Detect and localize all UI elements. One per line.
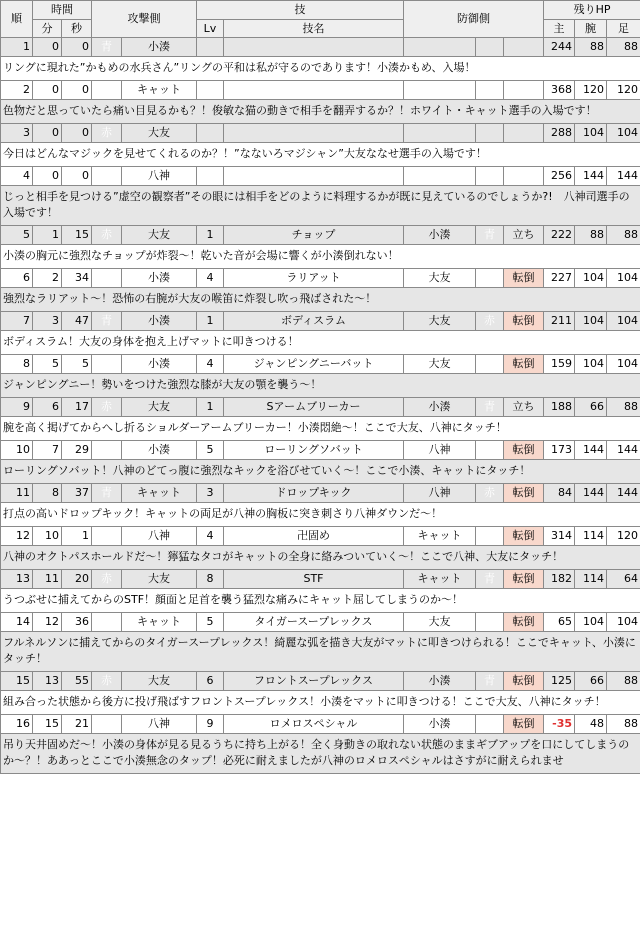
header-order: 順 bbox=[1, 1, 33, 38]
defender-team-badge: 赤 bbox=[476, 484, 504, 503]
hp-leg: 104 bbox=[607, 355, 640, 374]
attacker-team-badge: 赤 bbox=[92, 527, 122, 546]
move-level: 4 bbox=[197, 355, 224, 374]
order-cell: 15 bbox=[1, 672, 33, 691]
defender-state: 転倒 bbox=[504, 527, 544, 546]
hp-arm: 144 bbox=[575, 441, 607, 460]
defender-state: 転倒 bbox=[504, 484, 544, 503]
attacker-name: 八神 bbox=[122, 715, 197, 734]
commentary-text: 強烈なラリアット～！恐怖の右腕が大友の喉笛に炸裂し吹っ飛ばされた～！ bbox=[1, 288, 640, 312]
attacker-team-badge: 赤 bbox=[92, 226, 122, 245]
attacker-name: 小湊 bbox=[122, 441, 197, 460]
commentary-row bbox=[1, 186, 640, 226]
hp-leg: 144 bbox=[607, 484, 640, 503]
min-cell: 0 bbox=[33, 81, 62, 100]
move-level: 4 bbox=[197, 527, 224, 546]
attacker-team-badge: 青 bbox=[92, 312, 122, 331]
sec-cell: 0 bbox=[62, 124, 92, 143]
attacker-team-badge: 赤 bbox=[92, 672, 122, 691]
defender-state: 立ち bbox=[504, 226, 544, 245]
order-cell: 14 bbox=[1, 613, 33, 632]
min-cell: 15 bbox=[33, 715, 62, 734]
defender-state: 転倒 bbox=[504, 570, 544, 589]
defender-state: 転倒 bbox=[504, 312, 544, 331]
attacker-team-badge: 赤 bbox=[92, 167, 122, 186]
attacker-team-badge: 青 bbox=[92, 613, 122, 632]
table-row bbox=[1, 613, 640, 632]
hp-arm: 48 bbox=[575, 715, 607, 734]
commentary-row bbox=[1, 589, 640, 613]
defender-name: キャット bbox=[404, 527, 476, 546]
move-name: ラリアット bbox=[224, 269, 404, 288]
hp-arm: 114 bbox=[575, 570, 607, 589]
defender-name bbox=[404, 124, 476, 143]
hp-leg: 144 bbox=[607, 441, 640, 460]
hp-main: 84 bbox=[544, 484, 575, 503]
min-cell: 0 bbox=[33, 38, 62, 57]
defender-state: 転倒 bbox=[504, 672, 544, 691]
commentary-text: ローリングソバット！八神のどてっ腹に強烈なキックを浴びせていく～！ここで小湊、キャットにタッチ！ bbox=[1, 460, 640, 484]
move-level: 6 bbox=[197, 672, 224, 691]
defender-state: 転倒 bbox=[504, 441, 544, 460]
defender-team-badge: 青 bbox=[476, 715, 504, 734]
hp-main: 182 bbox=[544, 570, 575, 589]
header-hp-main: 主 bbox=[544, 20, 575, 38]
move-name bbox=[224, 38, 404, 57]
hp-leg: 88 bbox=[607, 38, 640, 57]
move-level: 8 bbox=[197, 570, 224, 589]
defender-name: 大友 bbox=[404, 613, 476, 632]
move-level bbox=[197, 167, 224, 186]
table-row bbox=[1, 226, 640, 245]
hp-leg: 88 bbox=[607, 398, 640, 417]
attacker-team-badge: 青 bbox=[92, 81, 122, 100]
move-level bbox=[197, 38, 224, 57]
table-row bbox=[1, 715, 640, 734]
attacker-name: 八神 bbox=[122, 167, 197, 186]
commentary-text: 吊り天井固めだ～！小湊の身体が見る見るうちに持ち上がる！全く身動きの取れない状態のままギブアップを口にしてしまうのか～？！ああっとここで小湊無念のタップ！必死に耐えましたが八神のロメロスペシャルはさすがに耐えられませ bbox=[1, 734, 640, 774]
attacker-name: 小湊 bbox=[122, 38, 197, 57]
hp-leg: 104 bbox=[607, 312, 640, 331]
defender-team-badge: 赤 bbox=[476, 355, 504, 374]
defender-name: 大友 bbox=[404, 355, 476, 374]
order-cell: 6 bbox=[1, 269, 33, 288]
hp-main: 244 bbox=[544, 38, 575, 57]
defender-team-badge: 青 bbox=[476, 570, 504, 589]
defender-name: 小湊 bbox=[404, 715, 476, 734]
defender-name: 大友 bbox=[404, 312, 476, 331]
defender-name: 八神 bbox=[404, 484, 476, 503]
order-cell: 5 bbox=[1, 226, 33, 245]
hp-arm: 104 bbox=[575, 312, 607, 331]
hp-arm: 144 bbox=[575, 484, 607, 503]
move-level: 5 bbox=[197, 441, 224, 460]
commentary-row bbox=[1, 734, 640, 774]
hp-main: 288 bbox=[544, 124, 575, 143]
commentary-text: 小湊の胸元に強烈なチョップが炸裂～！乾いた音が会場に響くが小湊倒れない！ bbox=[1, 245, 640, 269]
defender-name: 大友 bbox=[404, 269, 476, 288]
order-cell: 10 bbox=[1, 441, 33, 460]
sec-cell: 5 bbox=[62, 355, 92, 374]
commentary-text: うつぶせに捕えてからのSTF！顔面と足首を襲う猛烈な痛みにキャット屈してしまうのか～！ bbox=[1, 589, 640, 613]
commentary-text: フルネルソンに捕えてからのタイガースープレックス！綺麗な弧を描き大友がマットに叩きつけられる！ここでキャット、小湊にタッチ！ bbox=[1, 632, 640, 672]
min-cell: 3 bbox=[33, 312, 62, 331]
table-row bbox=[1, 570, 640, 589]
hp-leg: 88 bbox=[607, 715, 640, 734]
move-name bbox=[224, 167, 404, 186]
header-move: 技 bbox=[197, 1, 404, 20]
defender-name bbox=[404, 167, 476, 186]
order-cell: 9 bbox=[1, 398, 33, 417]
hp-arm: 120 bbox=[575, 81, 607, 100]
defender-state: 転倒 bbox=[504, 613, 544, 632]
commentary-text: 今日はどんなマジックを見せてくれるのか？！”なないろマジシャン”大友ななせ選手の入場です！ bbox=[1, 143, 640, 167]
commentary-text: ジャンピングニー！勢いをつけた強烈な膝が大友の顎を襲う～！ bbox=[1, 374, 640, 398]
header-lv: Lv bbox=[197, 20, 224, 38]
table-row bbox=[1, 355, 640, 374]
commentary-row bbox=[1, 288, 640, 312]
min-cell: 1 bbox=[33, 226, 62, 245]
header-time: 時間 bbox=[33, 1, 92, 20]
commentary-text: じっと相手を見つける”虚空の観察者”その眼には相手をどのように料理するかが既に見えているのでしょうか?! 八神司選手の入場です！ bbox=[1, 186, 640, 226]
sec-cell: 20 bbox=[62, 570, 92, 589]
defender-team-badge: 青 bbox=[476, 398, 504, 417]
move-name: フロントスープレックス bbox=[224, 672, 404, 691]
commentary-row bbox=[1, 100, 640, 124]
table-row bbox=[1, 81, 640, 100]
attacker-team-badge: 赤 bbox=[92, 398, 122, 417]
move-level: 1 bbox=[197, 312, 224, 331]
min-cell: 0 bbox=[33, 124, 62, 143]
move-name: ドロップキック bbox=[224, 484, 404, 503]
commentary-row bbox=[1, 331, 640, 355]
move-name bbox=[224, 124, 404, 143]
defender-state: 転倒 bbox=[504, 269, 544, 288]
hp-arm: 66 bbox=[575, 672, 607, 691]
attacker-name: 大友 bbox=[122, 124, 197, 143]
attacker-name: 大友 bbox=[122, 226, 197, 245]
defender-team-badge: 赤 bbox=[476, 312, 504, 331]
defender-team-badge bbox=[476, 167, 504, 186]
commentary-row bbox=[1, 417, 640, 441]
move-level bbox=[197, 124, 224, 143]
defender-team-badge bbox=[476, 81, 504, 100]
defender-name bbox=[404, 38, 476, 57]
header-defender: 防御側 bbox=[404, 1, 544, 38]
attacker-team-badge: 赤 bbox=[92, 570, 122, 589]
table-row bbox=[1, 441, 640, 460]
move-level: 5 bbox=[197, 613, 224, 632]
defender-team-badge: 赤 bbox=[476, 613, 504, 632]
sec-cell: 17 bbox=[62, 398, 92, 417]
order-cell: 12 bbox=[1, 527, 33, 546]
table-row bbox=[1, 38, 640, 57]
attacker-name: 小湊 bbox=[122, 269, 197, 288]
hp-leg: 88 bbox=[607, 672, 640, 691]
move-name: タイガースープレックス bbox=[224, 613, 404, 632]
move-name bbox=[224, 81, 404, 100]
order-cell: 3 bbox=[1, 124, 33, 143]
hp-leg: 104 bbox=[607, 613, 640, 632]
sec-cell: 15 bbox=[62, 226, 92, 245]
hp-leg: 104 bbox=[607, 124, 640, 143]
hp-arm: 104 bbox=[575, 355, 607, 374]
hp-arm: 104 bbox=[575, 613, 607, 632]
commentary-text: 打点の高いドロップキック！キャットの両足が八神の胸板に突き刺さり八神ダウンだ～！ bbox=[1, 503, 640, 527]
header-hp: 残りHP bbox=[544, 1, 640, 20]
attacker-name: キャット bbox=[122, 81, 197, 100]
order-cell: 2 bbox=[1, 81, 33, 100]
attacker-team-badge: 赤 bbox=[92, 715, 122, 734]
defender-name: キャット bbox=[404, 570, 476, 589]
sec-cell: 37 bbox=[62, 484, 92, 503]
attacker-team-badge: 青 bbox=[92, 484, 122, 503]
hp-leg: 104 bbox=[607, 269, 640, 288]
header-min: 分 bbox=[33, 20, 62, 38]
min-cell: 8 bbox=[33, 484, 62, 503]
commentary-text: 組み合った状態から後方に投げ飛ばすフロントスープレックス！小湊をマットに叩きつける！ここで大友、八神にタッチ！ bbox=[1, 691, 640, 715]
defender-name: 小湊 bbox=[404, 398, 476, 417]
commentary-row bbox=[1, 143, 640, 167]
min-cell: 10 bbox=[33, 527, 62, 546]
attacker-team-badge: 赤 bbox=[92, 124, 122, 143]
commentary-text: 色物だと思っていたら痛い目見るかも？！俊敏な猫の動きで相手を翻弄するか？！ホワイト・キャット選手の入場です！ bbox=[1, 100, 640, 124]
defender-team-badge bbox=[476, 124, 504, 143]
sec-cell: 55 bbox=[62, 672, 92, 691]
min-cell: 13 bbox=[33, 672, 62, 691]
move-name: STF bbox=[224, 570, 404, 589]
attacker-name: 小湊 bbox=[122, 355, 197, 374]
defender-state: 転倒 bbox=[504, 715, 544, 734]
commentary-row bbox=[1, 632, 640, 672]
header-attacker: 攻撃側 bbox=[92, 1, 197, 38]
attacker-name: 小湊 bbox=[122, 312, 197, 331]
sec-cell: 34 bbox=[62, 269, 92, 288]
defender-name: 小湊 bbox=[404, 672, 476, 691]
min-cell: 0 bbox=[33, 167, 62, 186]
commentary-text: ボディスラム！大友の身体を抱え上げマットに叩きつける！ bbox=[1, 331, 640, 355]
hp-leg: 120 bbox=[607, 527, 640, 546]
attacker-name: 大友 bbox=[122, 570, 197, 589]
move-level: 1 bbox=[197, 226, 224, 245]
defender-team-badge: 青 bbox=[476, 527, 504, 546]
hp-arm: 66 bbox=[575, 398, 607, 417]
attacker-team-badge: 青 bbox=[92, 441, 122, 460]
defender-state: 転倒 bbox=[504, 355, 544, 374]
sec-cell: 47 bbox=[62, 312, 92, 331]
hp-main: 256 bbox=[544, 167, 575, 186]
move-name: ボディスラム bbox=[224, 312, 404, 331]
attacker-name: キャット bbox=[122, 484, 197, 503]
sec-cell: 36 bbox=[62, 613, 92, 632]
attacker-name: 大友 bbox=[122, 398, 197, 417]
hp-leg: 64 bbox=[607, 570, 640, 589]
defender-team-badge bbox=[476, 38, 504, 57]
hp-main: 188 bbox=[544, 398, 575, 417]
min-cell: 2 bbox=[33, 269, 62, 288]
hp-arm: 144 bbox=[575, 167, 607, 186]
sec-cell: 29 bbox=[62, 441, 92, 460]
defender-team-badge: 赤 bbox=[476, 269, 504, 288]
defender-name: 小湊 bbox=[404, 226, 476, 245]
commentary-row bbox=[1, 460, 640, 484]
hp-main: 159 bbox=[544, 355, 575, 374]
min-cell: 6 bbox=[33, 398, 62, 417]
defender-state bbox=[504, 38, 544, 57]
attacker-team-badge: 青 bbox=[92, 269, 122, 288]
defender-name bbox=[404, 81, 476, 100]
sec-cell: 21 bbox=[62, 715, 92, 734]
hp-arm: 104 bbox=[575, 269, 607, 288]
commentary-row bbox=[1, 546, 640, 570]
hp-main: 173 bbox=[544, 441, 575, 460]
attacker-team-badge: 青 bbox=[92, 355, 122, 374]
table-row bbox=[1, 167, 640, 186]
defender-state bbox=[504, 167, 544, 186]
move-name: 卍固め bbox=[224, 527, 404, 546]
table-row bbox=[1, 312, 640, 331]
defender-state: 立ち bbox=[504, 398, 544, 417]
hp-main: 368 bbox=[544, 81, 575, 100]
move-level: 3 bbox=[197, 484, 224, 503]
defender-team-badge: 赤 bbox=[476, 441, 504, 460]
hp-main: 227 bbox=[544, 269, 575, 288]
hp-leg: 88 bbox=[607, 226, 640, 245]
sec-cell: 0 bbox=[62, 81, 92, 100]
commentary-row bbox=[1, 57, 640, 81]
move-name: ローリングソバット bbox=[224, 441, 404, 460]
commentary-text: 腕を高く掲げてからへし折るショルダーアームブリーカー！小湊悶絶～！ここで大友、八神にタッチ！ bbox=[1, 417, 640, 441]
attacker-team-badge: 青 bbox=[92, 38, 122, 57]
hp-main: 314 bbox=[544, 527, 575, 546]
min-cell: 7 bbox=[33, 441, 62, 460]
order-cell: 7 bbox=[1, 312, 33, 331]
defender-team-badge: 青 bbox=[476, 226, 504, 245]
hp-arm: 88 bbox=[575, 226, 607, 245]
hp-main: -35 bbox=[544, 715, 575, 734]
order-cell: 11 bbox=[1, 484, 33, 503]
header-hp-arm: 腕 bbox=[575, 20, 607, 38]
table-row bbox=[1, 124, 640, 143]
commentary-row bbox=[1, 245, 640, 269]
sec-cell: 1 bbox=[62, 527, 92, 546]
order-cell: 16 bbox=[1, 715, 33, 734]
commentary-text: 八神のオクトパスホールドだ～！獰猛なタコがキャットの全身に絡みついていく～！ここで八神、大友にタッチ！ bbox=[1, 546, 640, 570]
sec-cell: 0 bbox=[62, 38, 92, 57]
move-level: 1 bbox=[197, 398, 224, 417]
order-cell: 1 bbox=[1, 38, 33, 57]
header-row-1 bbox=[1, 1, 640, 20]
order-cell: 13 bbox=[1, 570, 33, 589]
commentary-row bbox=[1, 374, 640, 398]
table-row bbox=[1, 398, 640, 417]
attacker-name: キャット bbox=[122, 613, 197, 632]
min-cell: 12 bbox=[33, 613, 62, 632]
move-level bbox=[197, 81, 224, 100]
hp-main: 211 bbox=[544, 312, 575, 331]
min-cell: 5 bbox=[33, 355, 62, 374]
order-cell: 4 bbox=[1, 167, 33, 186]
move-level: 4 bbox=[197, 269, 224, 288]
table-row bbox=[1, 484, 640, 503]
defender-state bbox=[504, 81, 544, 100]
defender-team-badge: 青 bbox=[476, 672, 504, 691]
move-name: Sアームブリーカー bbox=[224, 398, 404, 417]
order-cell: 8 bbox=[1, 355, 33, 374]
hp-main: 65 bbox=[544, 613, 575, 632]
defender-name: 八神 bbox=[404, 441, 476, 460]
commentary-row bbox=[1, 691, 640, 715]
min-cell: 11 bbox=[33, 570, 62, 589]
table-row bbox=[1, 269, 640, 288]
header-move-name: 技名 bbox=[224, 20, 404, 38]
commentary-row bbox=[1, 503, 640, 527]
hp-arm: 88 bbox=[575, 38, 607, 57]
header-sec: 秒 bbox=[62, 20, 92, 38]
hp-main: 222 bbox=[544, 226, 575, 245]
hp-arm: 104 bbox=[575, 124, 607, 143]
table-row bbox=[1, 527, 640, 546]
hp-arm: 114 bbox=[575, 527, 607, 546]
move-name: ジャンピングニーバット bbox=[224, 355, 404, 374]
move-name: チョップ bbox=[224, 226, 404, 245]
sec-cell: 0 bbox=[62, 167, 92, 186]
move-level: 9 bbox=[197, 715, 224, 734]
header-hp-leg: 足 bbox=[607, 20, 640, 38]
attacker-name: 大友 bbox=[122, 672, 197, 691]
hp-leg: 120 bbox=[607, 81, 640, 100]
table-row bbox=[1, 672, 640, 691]
hp-leg: 144 bbox=[607, 167, 640, 186]
defender-state bbox=[504, 124, 544, 143]
commentary-text: リングに現れた”かもめの水兵さん”リングの平和は私が守るのであります！小湊かもめ、入場！ bbox=[1, 57, 640, 81]
hp-main: 125 bbox=[544, 672, 575, 691]
attacker-name: 八神 bbox=[122, 527, 197, 546]
move-name: ロメロスペシャル bbox=[224, 715, 404, 734]
